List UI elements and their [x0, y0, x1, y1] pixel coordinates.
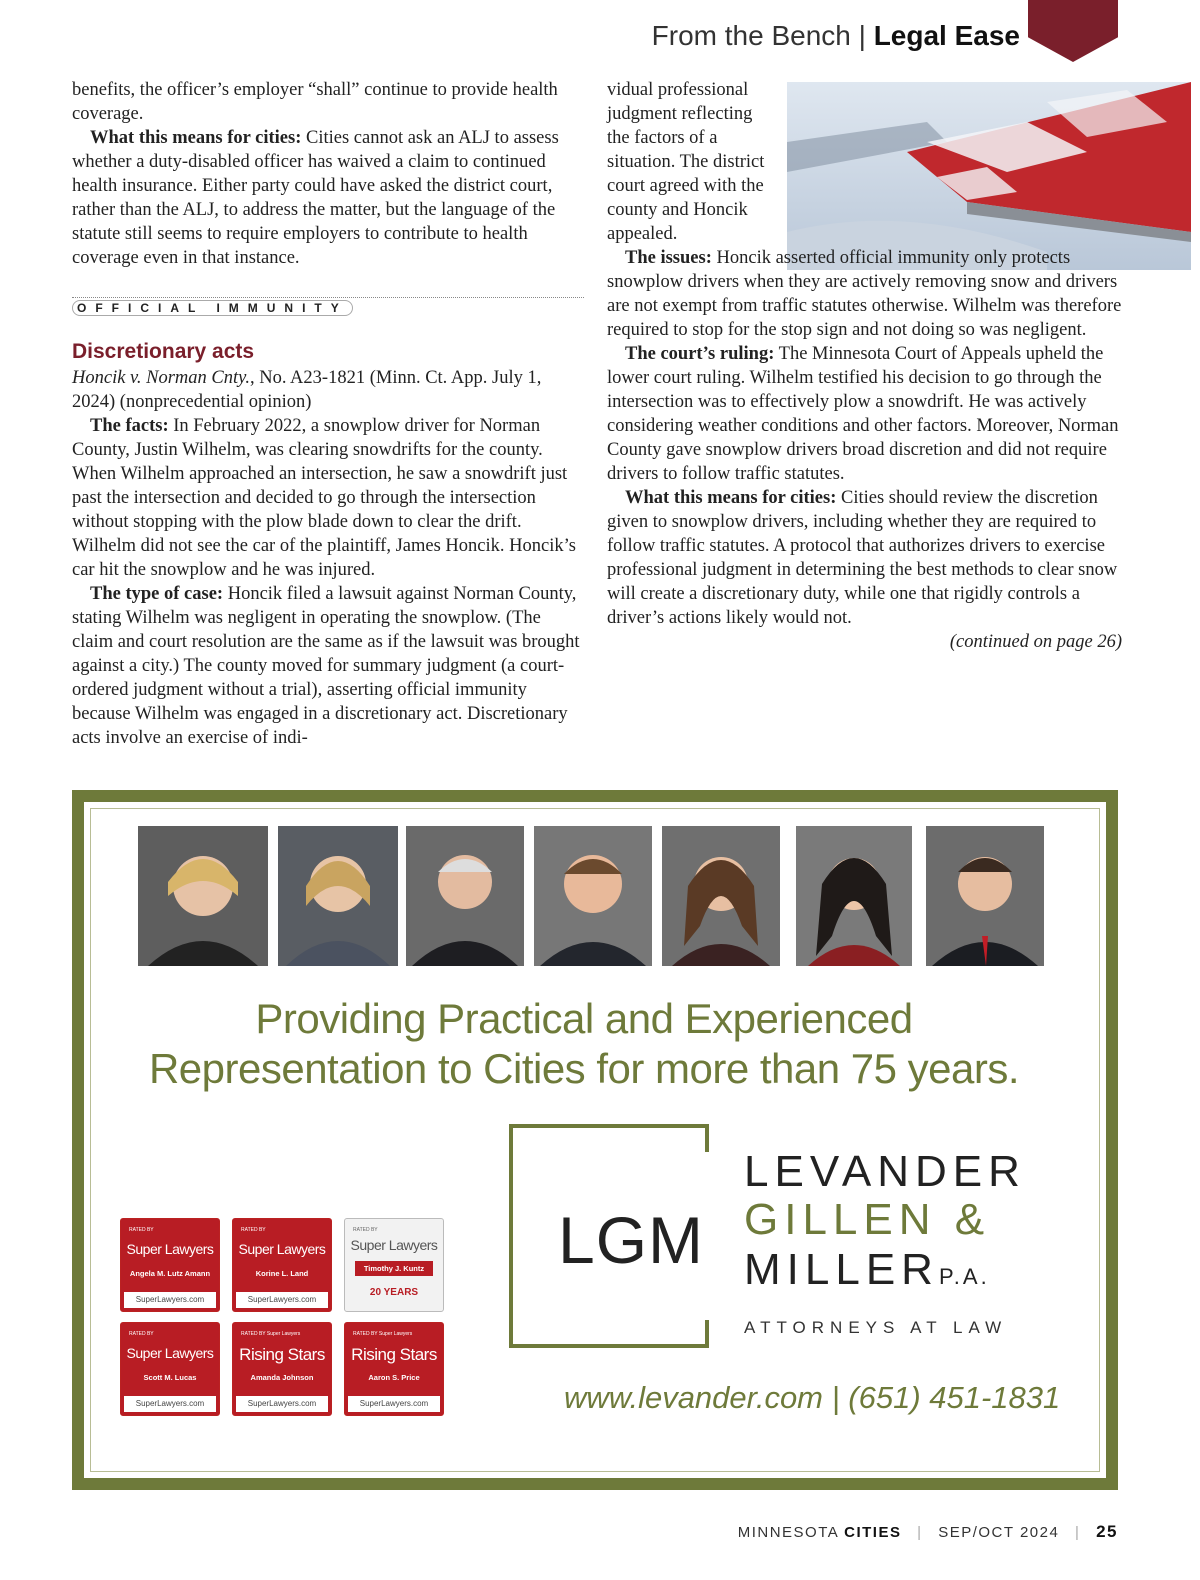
left-column: [72, 78, 584, 270]
badge-brand: Super Lawyers: [126, 1241, 214, 1257]
badge-url: SuperLawyers.com: [124, 1396, 216, 1412]
badge-name: Korine L. Land: [255, 1269, 309, 1278]
paragraph-lead: The facts:: [90, 416, 169, 436]
badge-url: SuperLawyers.com: [236, 1292, 328, 1308]
attorney-portrait: [278, 826, 398, 966]
attorney-portrait: [138, 826, 268, 966]
paragraph-lead: The type of case:: [90, 584, 224, 604]
rising-stars-badge: [232, 1322, 332, 1416]
tagline-line: Representation to Cities for more than 75 years.: [148, 1045, 1020, 1092]
firm-name-line: GILLEN &: [744, 1195, 991, 1244]
badge-rated: RATED BY Super Lawyers: [241, 1331, 301, 1337]
super-lawyers-badge: [232, 1218, 332, 1312]
case-name: Honcik v. Norman Cnty.: [72, 368, 250, 388]
firm-contact[interactable]: www.levander.com | (651) 451-1831: [564, 1380, 1061, 1415]
continued-note: (continued on page 26): [949, 632, 1122, 652]
page-footer: MINNESOTA CITIES | SEP/OCT 2024 | 25: [737, 1522, 1118, 1541]
attorney-portrait: [662, 826, 780, 966]
ad-tagline: [84, 994, 1084, 1094]
badge-name: Angela M. Lutz Amann: [129, 1269, 211, 1278]
section-label: [72, 297, 584, 318]
case-citation: [72, 366, 584, 414]
header-department: Legal Ease: [873, 20, 1020, 51]
badge-rated: RATED BY: [241, 1227, 266, 1233]
paragraph: benefits, the officer’s employer “shall” continue to provide health coverage.: [72, 80, 558, 124]
firm-subtitle: ATTORNEYS AT LAW: [744, 1318, 1008, 1337]
badge-name: Amanda Johnson: [250, 1373, 314, 1382]
paragraph: [72, 582, 584, 750]
paragraph-lead: The court’s ruling:: [625, 344, 775, 364]
rising-stars-badge: [344, 1322, 444, 1416]
paragraph-lead: The issues:: [625, 248, 712, 268]
right-column: [607, 78, 1122, 654]
tagline-line: Providing Practical and Experienced: [255, 995, 913, 1042]
case-cite: , No. A23-1821 (Minn. Ct. App. July 1, 2024) (nonprecedential opinion): [72, 368, 542, 412]
badge-rated: RATED BY Super Lawyers: [353, 1331, 413, 1337]
badge-brand: Rising Stars: [351, 1345, 437, 1364]
paragraph-lead: What this means for cities:: [90, 128, 302, 148]
badge-url: SuperLawyers.com: [124, 1292, 216, 1308]
paragraph: [607, 486, 1122, 630]
badge-brand: Super Lawyers: [350, 1237, 438, 1253]
paragraph-text: Honcik filed a lawsuit against Norman County, stating Wilhelm was negligent in operating the snowplow. (The claim and court resolution are the same as if the lawsuit was brought against a city.) The county moved for summary judgment (a court-ordered judgment without a trial), asserting official immunity because Wilhelm was engaged in a discretionary act. Discretionary acts involve an exercise of indi-: [72, 584, 580, 748]
paragraph: vidual professional judgment reflecting the factors of a situation. The district court agreed with the county and Honcik appealed.: [607, 80, 765, 244]
header-tab-marker: [1028, 0, 1118, 62]
attorney-portrait: [926, 826, 1044, 966]
paragraph: [607, 246, 1122, 342]
attorney-portrait: [406, 826, 524, 966]
paragraph: [72, 126, 584, 270]
paragraph: [607, 342, 1122, 486]
badge-rated: RATED BY: [129, 1227, 154, 1233]
paragraph-text: Cities should review the discretion given to snowplow drivers, including whether they are required to follow traffic statutes. A protocol that authorizes drivers to exercise professional judgment in determining the best methods to clear snow will create a discretionary duty, while one that rigidly controls a driver’s actions likely would not.: [607, 488, 1118, 628]
firm-name-text: MILLER: [744, 1245, 939, 1294]
badge-brand: Super Lawyers: [126, 1345, 214, 1361]
paragraph-text: Honcik asserted official immunity only protects snowplow drivers when they are actively removing snow and drivers are not exempt from traffic statutes otherwise. Wilhelm was therefore required to stop for the stop sign and not doing so was negligent.: [607, 248, 1122, 340]
paragraph: [72, 414, 584, 582]
page-number: 25: [1096, 1522, 1118, 1541]
attorney-portrait: [796, 826, 912, 966]
paragraph-lead: What this means for cities:: [625, 488, 837, 508]
firm-suffix: P.A.: [938, 1264, 990, 1289]
paragraph-text: The Minnesota Court of Appeals upheld the lower court ruling. Wilhelm testified his decision to go through the intersection was to effectively plow a snowdrift. He was actively considering weather conditions and other factors. Moreover, Norman County gave snowplow drivers broad discretion and did not require drivers to follow traffic statutes.: [607, 344, 1119, 484]
badge-url: SuperLawyers.com: [348, 1396, 440, 1412]
badge-url: SuperLawyers.com: [236, 1396, 328, 1412]
super-lawyers-badge: [344, 1218, 444, 1312]
left-column-case: [72, 366, 584, 750]
badge-name: Timothy J. Kuntz: [355, 1261, 433, 1276]
firm-name-line: LEVANDER: [744, 1147, 1026, 1196]
badge-rated: RATED BY: [353, 1227, 378, 1233]
footer-magazine-bold: CITIES: [844, 1524, 902, 1541]
section-label-text: OFFICIAL IMMUNITY: [72, 300, 353, 316]
paragraph-text: Cities cannot ask an ALJ to assess whether a duty-disabled officer has waived a claim to continued health insurance. Either party could have asked the district court, rather than the ALJ, to address the matter, but the language of the statute still seems to require employers to contribute to health coverage even in that instance.: [72, 128, 559, 268]
badge-years: 20 YEARS: [369, 1287, 419, 1298]
badge-brand: Super Lawyers: [238, 1241, 326, 1257]
article-heading: Discretionary acts: [72, 340, 255, 363]
firm-logo: LGM: [558, 1203, 705, 1277]
super-lawyers-badge: [120, 1322, 220, 1416]
badge-name: Scott M. Lucas: [143, 1373, 197, 1382]
advertisement: [72, 790, 1118, 1490]
footer-magazine: MINNESOTA: [737, 1524, 839, 1541]
super-lawyers-badge: [120, 1218, 220, 1312]
header-section: From the Bench |: [651, 20, 866, 51]
running-header: [560, 20, 1020, 52]
attorney-portrait: [534, 826, 652, 966]
paragraph-text: In February 2022, a snowplow driver for Norman County, Justin Wilhelm, was clearing snowdrifts for the county. When Wilhelm approached an intersection, he saw a snowdrift just past the intersection and decided to go through the intersection without stopping with the plow blade down to clear the drift. Wilhelm did not see the car of the plaintiff, James Honcik. Honcik’s car hit the snowplow and he was injured.: [72, 416, 576, 580]
badge-name: Aaron S. Price: [368, 1373, 420, 1382]
badge-brand: Rising Stars: [239, 1345, 325, 1364]
firm-name-line: [744, 1245, 990, 1295]
footer-issue: SEP/OCT 2024: [938, 1524, 1060, 1541]
badge-rated: RATED BY: [129, 1331, 154, 1337]
